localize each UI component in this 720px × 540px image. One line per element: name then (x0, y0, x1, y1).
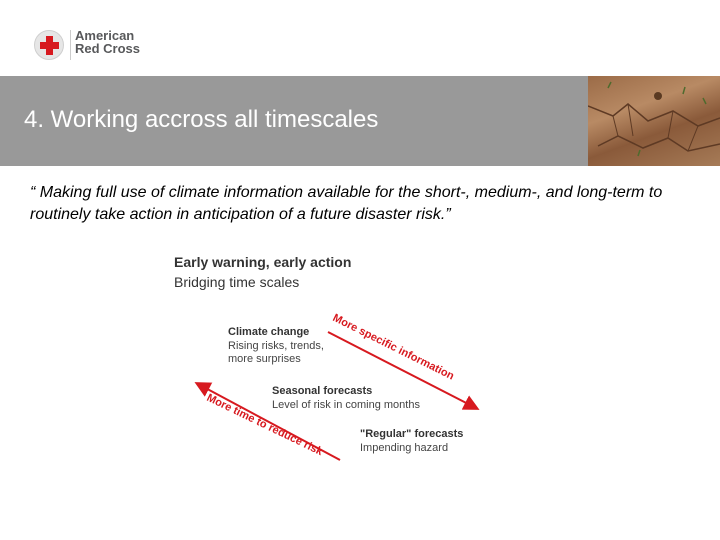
more-time-to-reduce-risk-label: More time to reduce risk (204, 391, 325, 459)
quote-text: “ Making full use of climate information available for the short-, medium-, and long-term to routinely take action in anticipation of a future disaster risk.” (30, 184, 663, 223)
climate-change-heading: Climate change (228, 326, 310, 338)
red-cross-icon (34, 30, 64, 60)
american-red-cross-logo (30, 26, 160, 66)
more-specific-information-arrow (328, 332, 476, 408)
more-specific-information-label: More specific information (330, 311, 456, 383)
slide-title: 4. Working accross all timescales (24, 106, 379, 133)
regular-forecasts-body: Impending hazard (360, 442, 449, 454)
logo-divider (70, 30, 71, 60)
timescales-diagram (160, 248, 500, 468)
climate-change-body: Rising risks, trends, more surprises (228, 340, 324, 365)
diagram-arrows (160, 248, 500, 468)
seasonal-forecasts-heading: Seasonal forecasts (272, 385, 373, 397)
logo-wordmark: American Red Cross (75, 28, 141, 56)
regular-forecasts-heading: "Regular" forecasts (360, 428, 464, 440)
cracked-soil-photo (588, 76, 720, 166)
diagram-subtitle: Bridging time scales (174, 274, 300, 290)
diagram-title: Early warning, early action (174, 254, 352, 270)
seasonal-forecasts-body: Level of risk in coming months (272, 399, 420, 411)
